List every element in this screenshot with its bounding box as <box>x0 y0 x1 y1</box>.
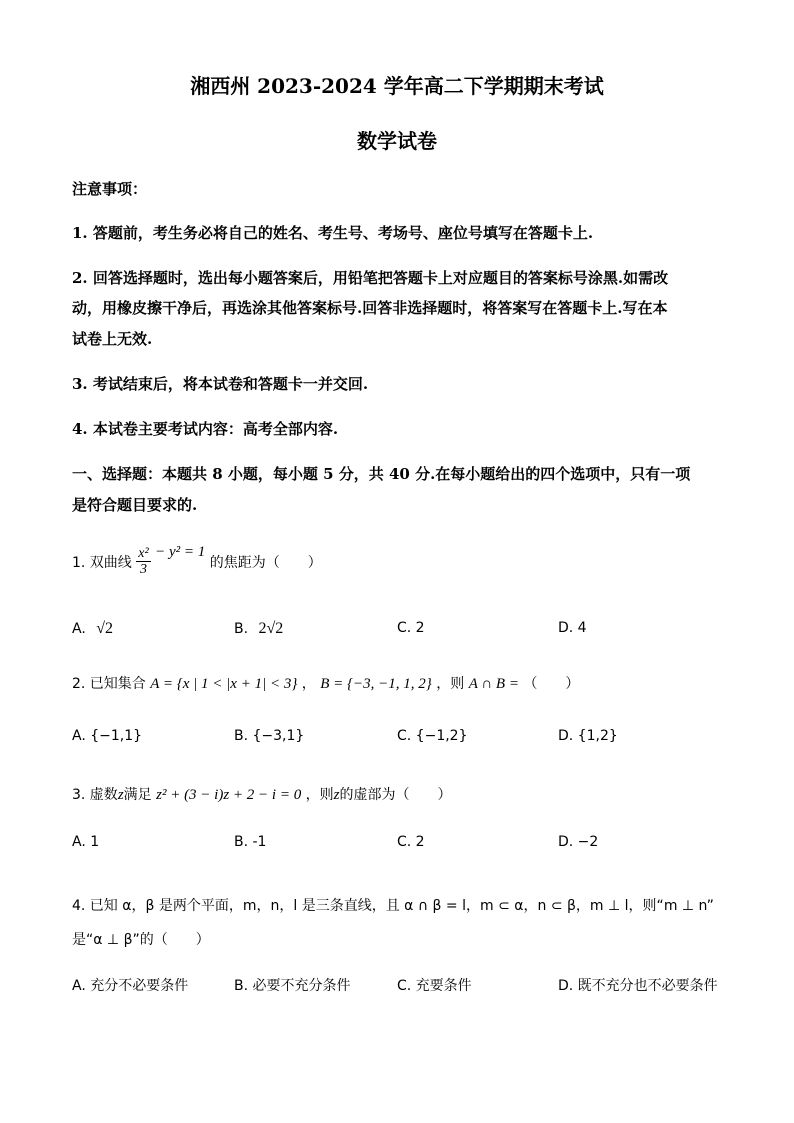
question-4-line-2: 是“α ⊥ β”的（ ） <box>72 932 210 948</box>
notice-heading: 注意事项： <box>72 180 148 198</box>
q4-option-c: C. 充要条件 <box>397 978 472 994</box>
q3-mid1: 满足 <box>123 787 152 803</box>
section-heading: 一、选择题：本题共 8 小题，每小题 5 分，共 40 分.在每小题给出的四个选项中，只有一项 <box>72 465 691 483</box>
notice-item-2-cont: 动，用橡皮擦干净后，再选涂其他答案标号.回答非选择题时，将答案写在答题卡上.写在本 <box>72 299 668 317</box>
q4-option-a: A. 充分不必要条件 <box>72 978 189 994</box>
q2-option-b: B. {−3,1} <box>234 728 305 744</box>
q2-set-b: B = {−3, −1, 1, 2} <box>320 676 432 692</box>
section-heading-cont: 是符合题目要求的. <box>72 496 198 514</box>
q1-option-a <box>72 620 113 638</box>
q2-suffix: （ ） <box>523 676 580 692</box>
question-2 <box>72 673 579 693</box>
notice-item-2-end: 试卷上无效. <box>72 330 153 348</box>
q1-option-c: C. 2 <box>397 620 425 636</box>
q1-fraction <box>136 546 150 578</box>
q3-option-c: C. 2 <box>397 834 425 850</box>
notice-item-1: 1. 答题前，考生务必将自己的姓名、考生号、考场号、座位号填写在答题卡上. <box>72 224 594 242</box>
q2-option-c: C. {−1,2} <box>397 728 468 744</box>
notice-item-3: 3. 考试结束后，将本试卷和答题卡一并交回. <box>72 375 369 393</box>
q1-frac-num: x² <box>138 546 149 561</box>
exam-title: 湘西州 2023-2024 学年高二下学期期末考试 <box>190 74 604 98</box>
q4-option-d: D. 既不充分也不必要条件 <box>558 978 718 994</box>
q3-suffix: 的虚部为（ ） <box>339 787 452 803</box>
q2-option-d: D. {1,2} <box>558 728 618 744</box>
q3-option-d: D. −2 <box>558 834 599 850</box>
q1-frac-den: 3 <box>139 562 147 578</box>
q2-sep: ， <box>301 676 316 692</box>
q3-option-a: A. 1 <box>72 834 100 850</box>
q2-mid: ，则 <box>436 676 465 692</box>
exam-subtitle: 数学试卷 <box>357 129 437 153</box>
q2-option-a: A. {−1,1} <box>72 728 143 744</box>
q1-expr: − y² = 1 <box>155 543 206 560</box>
q2-set-a: A = {x | 1 < |x + 1| < 3} <box>150 676 298 692</box>
q3-var2: z <box>333 787 340 803</box>
q4-option-b: B. 必要不充分条件 <box>234 978 351 994</box>
notice-item-2: 2. 回答选择题时，选出每小题答案后，用铅笔把答题卡上对应题目的答案标号涂黑.如需改 <box>72 269 669 287</box>
q3-option-b: B. -1 <box>234 834 267 850</box>
q1-option-a-label: A. <box>72 621 86 637</box>
q1-option-d: D. 4 <box>558 620 587 636</box>
notice-item-4: 4. 本试卷主要考试内容：高考全部内容. <box>72 420 339 438</box>
q1-option-b <box>234 620 283 638</box>
q3-equation: z² + (3 − i)z + 2 − i = 0 <box>156 787 302 803</box>
q3-var: z <box>117 787 124 803</box>
question-4-line-1: 4. 已知 α，β 是两个平面，m，n，l 是三条直线，且 α ∩ β = l，m ⊂ α，n ⊂ β，m ⊥ l，则“m ⊥ n” <box>72 898 714 914</box>
q1-option-a-math: √2 <box>96 620 114 637</box>
q1-option-b-label: B. <box>234 621 249 637</box>
question-1 <box>72 543 322 578</box>
q3-prefix: 3. 虚数 <box>72 787 118 803</box>
q1-option-b-math: 2√2 <box>258 620 284 637</box>
q2-prefix: 2. 已知集合 <box>72 676 146 692</box>
q3-mid2: ，则 <box>305 787 334 803</box>
q1-prefix: 1. 双曲线 <box>72 554 132 571</box>
question-3 <box>72 784 452 804</box>
q2-intersection: A ∩ B = <box>468 676 519 692</box>
q1-suffix: 的焦距为（ ） <box>209 554 322 571</box>
